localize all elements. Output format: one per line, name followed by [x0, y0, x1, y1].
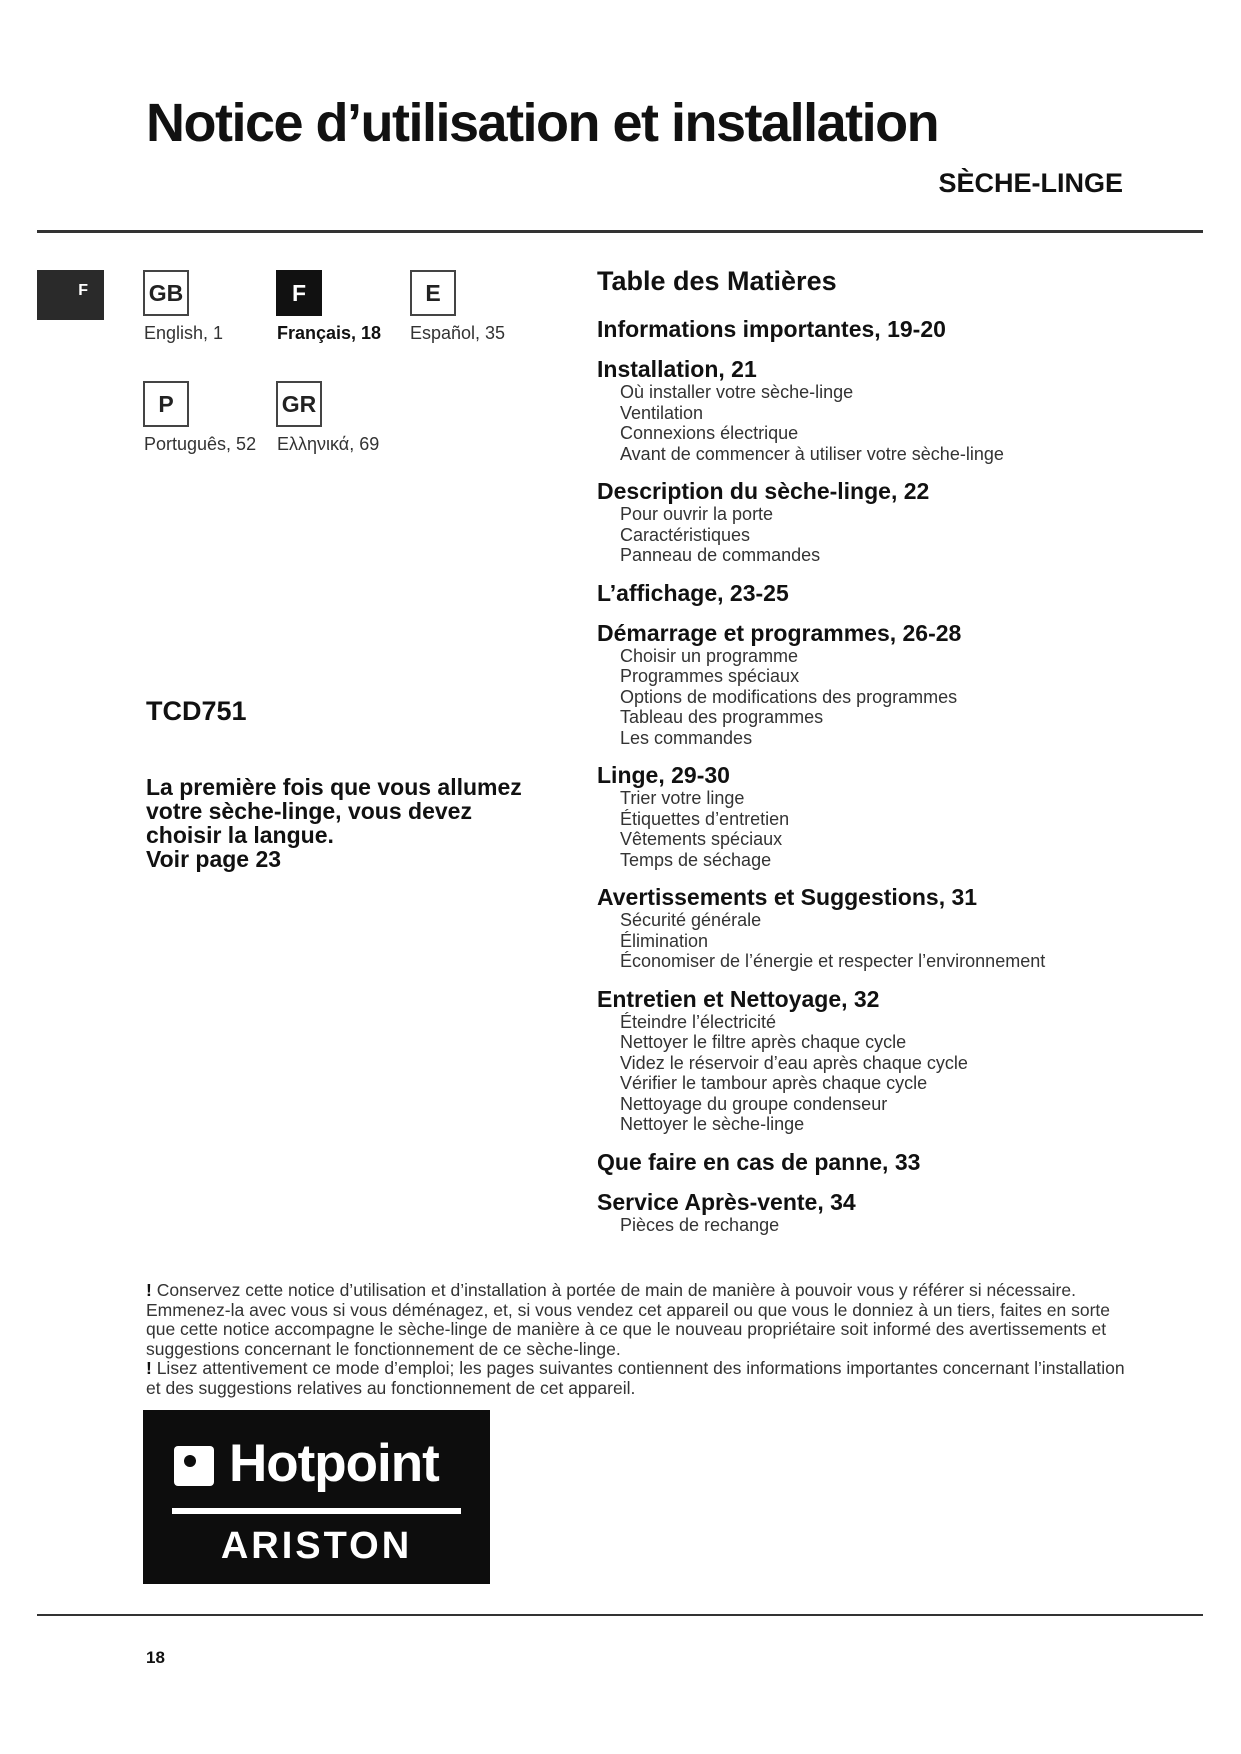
note-text: Conservez cette notice d’utilisation et d’installation à portée de main de manière à pouvoir vous y référer si nécessaire. Emmenez-la avec vous si vous déménagez, et, si vous vendez cet appareil ou que vous le donniez à un tiers, faites en sorte que cette notice accompagne le sèche-linge de manière à ce que le nouveau propriétaire soit informé des avertissements et suggestions concernant le fonctionnement de ce sèche-linge.	[146, 1280, 1111, 1359]
toc-heading[interactable]: Entretien et Nettoyage, 32	[597, 985, 880, 1012]
toc-subitem[interactable]: Pièces de rechange	[620, 1214, 780, 1235]
language-label-espanol[interactable]: Español, 35	[410, 323, 506, 343]
side-tab-label: F	[78, 282, 88, 299]
notes	[146, 1281, 1126, 1398]
first-use-line: Voir page 23	[146, 846, 282, 872]
toc-section	[597, 986, 1157, 1135]
toc-subitem[interactable]: Les commandes	[620, 727, 753, 748]
toc-subitem[interactable]: Choisir un programme	[620, 645, 799, 666]
exclamation-mark: !	[146, 1280, 152, 1300]
logo-divider	[172, 1508, 461, 1514]
toc-heading[interactable]: Que faire en cas de panne, 33	[597, 1148, 921, 1175]
toc-subitem[interactable]: Nettoyer le filtre après chaque cycle	[620, 1032, 907, 1052]
toc-subitem[interactable]: Tableau des programmes	[620, 707, 824, 727]
toc-subitem[interactable]: Étiquettes d’entretien	[620, 808, 790, 829]
toc-subitem[interactable]: Videz le réservoir d’eau après chaque cycle	[620, 1052, 968, 1073]
toc-subitem[interactable]: Où installer votre sèche-linge	[620, 382, 854, 402]
toc-section	[597, 620, 1157, 749]
toc-section	[597, 316, 1157, 342]
toc-sublist	[597, 504, 1157, 566]
toc-subitem[interactable]: Options de modifications des programmes	[620, 686, 958, 707]
bottom-divider	[37, 1614, 1203, 1616]
hotpoint-ariston-logo	[143, 1410, 490, 1584]
toc-sublist	[597, 646, 1157, 749]
toc-heading[interactable]: Démarrage et programmes, 26-28	[597, 619, 962, 646]
toc-heading[interactable]: Installation, 21	[597, 356, 757, 382]
toc-subitem[interactable]: Caractéristiques	[620, 524, 751, 545]
note-paragraph	[146, 1359, 1126, 1398]
page-number: 18	[146, 1648, 165, 1667]
toc-subitem[interactable]: Éteindre l’électricité	[620, 1011, 777, 1032]
toc-section	[597, 1149, 1157, 1175]
logo-sub-text: ARISTON	[220, 1525, 413, 1567]
toc-subitem[interactable]: Connexions électrique	[620, 423, 799, 443]
toc-subitem[interactable]: Programmes spéciaux	[620, 666, 800, 686]
toc-subitem[interactable]: Sécurité générale	[620, 910, 762, 930]
first-use-notice	[146, 775, 586, 871]
toc-section	[597, 762, 1157, 870]
toc-subitem[interactable]: Panneau de commandes	[620, 545, 821, 565]
toc-heading[interactable]: Avertissements et Suggestions, 31	[597, 884, 978, 910]
toc-section	[597, 1189, 1157, 1236]
toc-sublist	[597, 788, 1157, 870]
first-use-line: choisir la langue.	[146, 822, 334, 848]
toc-subitem[interactable]: Avant de commencer à utiliser votre sèche-linge	[620, 443, 1004, 464]
language-label-greek[interactable]: Ελληνικά, 69	[277, 434, 380, 454]
toc-subitem[interactable]: Temps de séchage	[620, 849, 772, 870]
language-box-e[interactable]: E	[410, 270, 456, 316]
page-subtitle: SÈCHE-LINGE	[938, 168, 1123, 198]
page-title: Notice d’utilisation et installation	[146, 93, 939, 153]
table-of-contents	[597, 316, 1157, 1249]
language-label-portugues[interactable]: Português, 52	[144, 434, 257, 454]
toc-sublist	[597, 1215, 1157, 1236]
language-label-english[interactable]: English, 1	[144, 323, 224, 343]
toc-subitem[interactable]: Économiser de l’énergie et respecter l’environnement	[620, 951, 1046, 971]
toc-sublist	[597, 1012, 1157, 1135]
toc-subitem[interactable]: Pour ouvrir la porte	[620, 504, 774, 524]
toc-heading[interactable]: Linge, 29-30	[597, 762, 730, 788]
note-text: Lisez attentivement ce mode d’emploi; les pages suivantes contiennent des informations importantes concernant l’installation et des suggestions relatives au fonctionnement de cet appareil.	[146, 1358, 1125, 1398]
toc-title: Table des Matières	[597, 266, 837, 296]
toc-section	[597, 478, 1157, 566]
language-box-p[interactable]: P	[143, 381, 189, 427]
exclamation-mark: !	[146, 1358, 152, 1378]
toc-subitem[interactable]: Nettoyer le sèche-linge	[620, 1114, 805, 1134]
toc-section	[597, 884, 1157, 972]
language-box-gr[interactable]: GR	[276, 381, 322, 427]
toc-heading[interactable]: Description du sèche-linge, 22	[597, 478, 930, 504]
toc-subitem[interactable]: Élimination	[620, 930, 709, 951]
toc-subitem[interactable]: Ventilation	[620, 402, 704, 423]
toc-heading[interactable]: Service Après-vente, 34	[597, 1188, 856, 1215]
language-box-f[interactable]: F	[276, 270, 322, 316]
language-side-tab	[37, 270, 104, 320]
language-box-gb[interactable]: GB	[143, 270, 189, 316]
toc-subitem[interactable]: Vérifier le tambour après chaque cycle	[620, 1073, 928, 1093]
first-use-line: La première fois que vous allumez	[146, 774, 522, 800]
toc-sublist	[597, 910, 1157, 972]
top-divider	[37, 230, 1203, 233]
toc-subitem[interactable]: Trier votre linge	[620, 788, 745, 808]
note-paragraph	[146, 1281, 1126, 1359]
toc-sublist	[597, 382, 1157, 464]
logo-brand-text: Hotpoint	[229, 1434, 439, 1493]
toc-subitem[interactable]: Vêtements spéciaux	[620, 829, 783, 849]
toc-section	[597, 356, 1157, 464]
model-number: TCD751	[146, 696, 247, 726]
brand-square-icon	[174, 1446, 214, 1486]
toc-subitem[interactable]: Nettoyage du groupe condenseur	[620, 1093, 888, 1114]
toc-section	[597, 580, 1157, 606]
toc-heading[interactable]: Informations importantes, 19-20	[597, 316, 946, 342]
language-label-francais[interactable]: Français, 18	[277, 323, 382, 343]
toc-heading[interactable]: L’affichage, 23-25	[597, 579, 789, 606]
first-use-line: votre sèche-linge, vous devez	[146, 798, 472, 824]
